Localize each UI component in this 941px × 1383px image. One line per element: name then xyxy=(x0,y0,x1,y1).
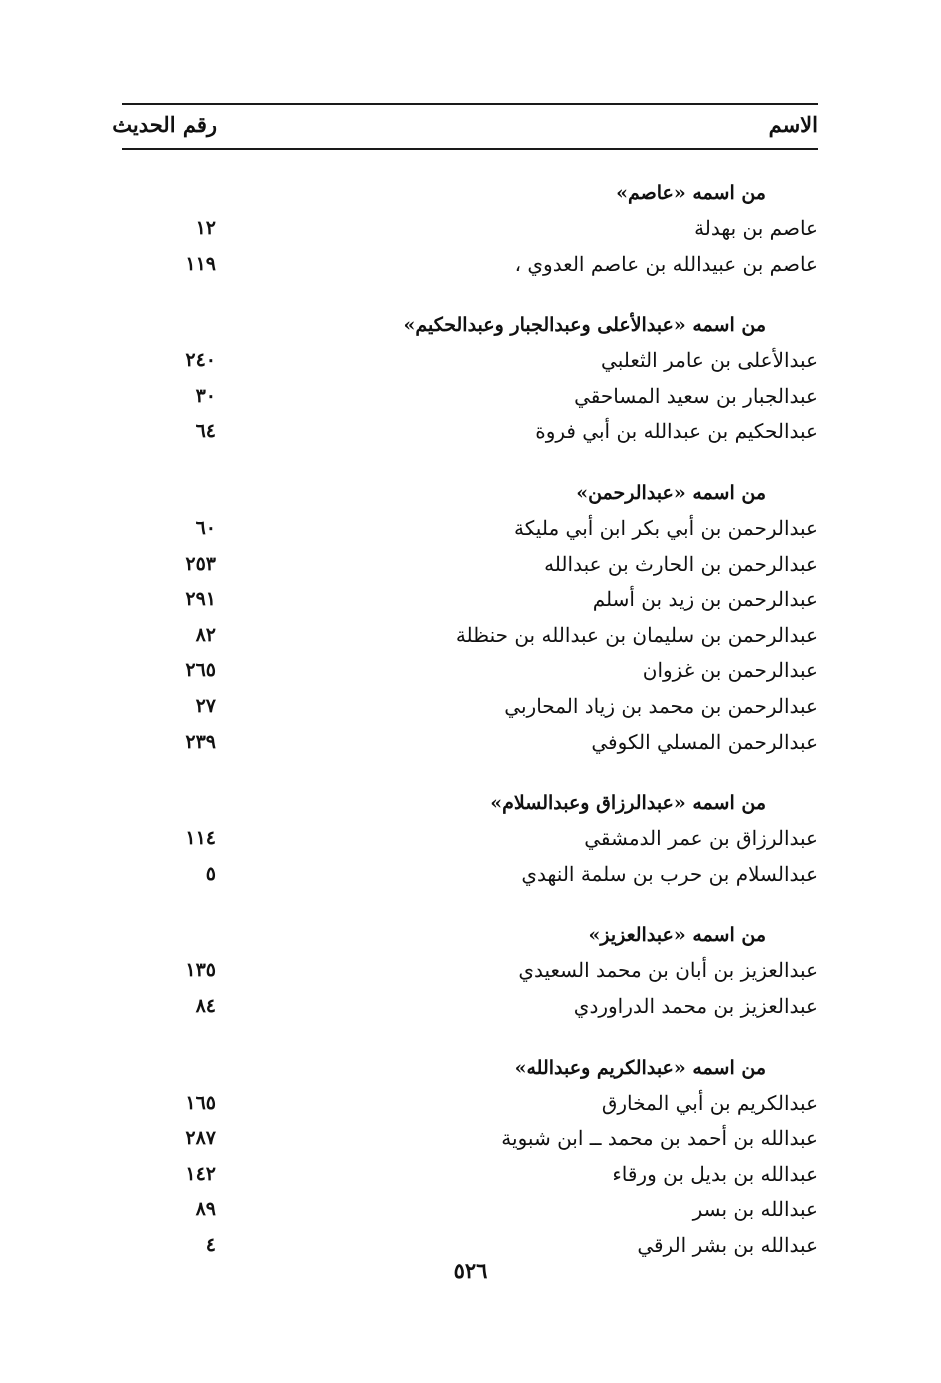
hadith-number: ١٤٢ xyxy=(185,1162,216,1185)
header-bottom-rule xyxy=(122,148,818,150)
narrator-name: عاصم بن بهدلة xyxy=(694,216,818,240)
group-heading: من اسمه «عبدالرزاق وعبدالسلام» xyxy=(490,792,766,815)
hadith-number: ١٦٥ xyxy=(185,1091,216,1114)
index-entry-row xyxy=(122,989,818,1025)
hadith-number: ١١٩ xyxy=(185,252,216,275)
index-entry-row xyxy=(122,211,818,247)
index-entry-row xyxy=(122,725,818,761)
header-top-rule xyxy=(122,103,818,105)
index-entry-row xyxy=(122,343,818,379)
index-entry-row xyxy=(122,414,818,450)
narrator-name: عبدالرحمن بن زيد بن أسلم xyxy=(592,587,818,612)
narrator-name: عبدالعزيز بن محمد الدراوردي xyxy=(573,993,818,1018)
hadith-number: ٦٤ xyxy=(195,420,216,443)
name-group xyxy=(122,786,818,892)
narrator-name: عبدالأعلى بن عامر الثعلبي xyxy=(601,348,818,373)
narrator-name: عبدالله بن بسر xyxy=(692,1197,818,1222)
hadith-number: ١١٤ xyxy=(185,827,216,850)
index-entry-row xyxy=(122,1121,818,1157)
hadith-number: ٣٠ xyxy=(195,384,216,407)
narrator-name: عبدالله بن بشر الرقي xyxy=(637,1232,818,1257)
narrator-name: عبدالله بن بديل بن ورقاء xyxy=(612,1161,818,1186)
name-group xyxy=(122,918,818,1024)
page-number: ٥٢٦ xyxy=(453,1258,488,1283)
index-entry-row xyxy=(122,653,818,689)
narrator-name: عبدالرزاق بن عمر الدمشقي xyxy=(584,826,818,851)
index-entry-row xyxy=(122,511,818,547)
hadith-number: ٨٤ xyxy=(195,994,216,1017)
hadith-number-column-header: رقم الحديث xyxy=(112,112,217,137)
index-entry-row xyxy=(122,689,818,725)
name-group xyxy=(122,176,818,282)
index-entry-row xyxy=(122,1086,818,1122)
hadith-number: ٤ xyxy=(205,1233,216,1256)
index-entry-row xyxy=(122,1192,818,1228)
group-heading: من اسمه «عاصم» xyxy=(616,182,766,204)
index-entry-row xyxy=(122,857,818,893)
index-entry-row xyxy=(122,547,818,583)
name-group xyxy=(122,476,818,760)
narrator-name: عبدالرحمن المسلي الكوفي xyxy=(591,729,818,754)
name-group xyxy=(122,308,818,450)
narrator-name: عبدالجبار بن سعيد المساحقي xyxy=(574,383,818,408)
narrator-name: عبدالحكيم بن عبدالله بن أبي فروة xyxy=(535,419,818,444)
narrator-name: عبدالعزيز بن أبان بن محمد السعيدي xyxy=(518,958,818,983)
hadith-number: ٢٥٣ xyxy=(185,552,216,575)
narrator-name: عاصم بن عبيدالله بن عاصم العدوي ، xyxy=(514,251,818,276)
hadith-number: ١٣٥ xyxy=(185,959,216,982)
index-entry-row xyxy=(122,247,818,283)
narrator-name: عبدالرحمن بن الحارث بن عبدالله xyxy=(544,551,818,576)
narrator-index-list xyxy=(122,176,818,1289)
narrator-name: عبدالرحمن بن محمد بن زياد المحاربي xyxy=(504,693,818,718)
narrator-name: عبدالسلام بن حرب بن سلمة النهدي xyxy=(521,861,818,886)
hadith-number: ٢٣٩ xyxy=(185,730,216,753)
index-entry-row xyxy=(122,1157,818,1193)
index-entry-row xyxy=(122,379,818,415)
narrator-name: عبدالرحمن بن سليمان بن عبدالله بن حنظلة xyxy=(455,622,818,647)
group-heading: من اسمه «عبدالكريم وعبدالله» xyxy=(514,1056,766,1079)
name-column-header: الاسم xyxy=(768,112,818,137)
group-heading: من اسمه «عبدالعزيز» xyxy=(588,924,766,947)
hadith-number: ٨٩ xyxy=(195,1198,216,1221)
hadith-number: ٢٧ xyxy=(195,694,216,717)
hadith-number: ١٢ xyxy=(195,217,216,239)
narrator-name: عبدالرحمن بن غزوان xyxy=(642,658,818,683)
hadith-number: ٢٨٧ xyxy=(185,1127,216,1150)
hadith-number: ٨٢ xyxy=(195,623,216,646)
narrator-name: عبدالرحمن بن أبي بكر ابن أبي مليكة xyxy=(514,515,818,540)
hadith-number: ٢٩١ xyxy=(185,588,216,611)
index-entry-row xyxy=(122,953,818,989)
index-entry-row xyxy=(122,582,818,618)
hadith-number: ٢٤٠ xyxy=(185,349,216,372)
hadith-number: ٢٦٥ xyxy=(185,659,216,682)
narrator-name: عبدالله بن أحمد بن محمد ــ ابن شبوية xyxy=(501,1126,818,1151)
index-entry-row xyxy=(122,618,818,654)
hadith-number: ٥ xyxy=(205,862,216,885)
group-heading: من اسمه «عبدالأعلى وعبدالجبار وعبدالحكيم» xyxy=(403,314,766,337)
hadith-number: ٦٠ xyxy=(195,516,216,539)
narrator-name: عبدالكريم بن أبي المخارق xyxy=(601,1090,818,1115)
group-heading: من اسمه «عبدالرحمن» xyxy=(576,481,766,504)
name-group xyxy=(122,1051,818,1264)
index-entry-row xyxy=(122,821,818,857)
